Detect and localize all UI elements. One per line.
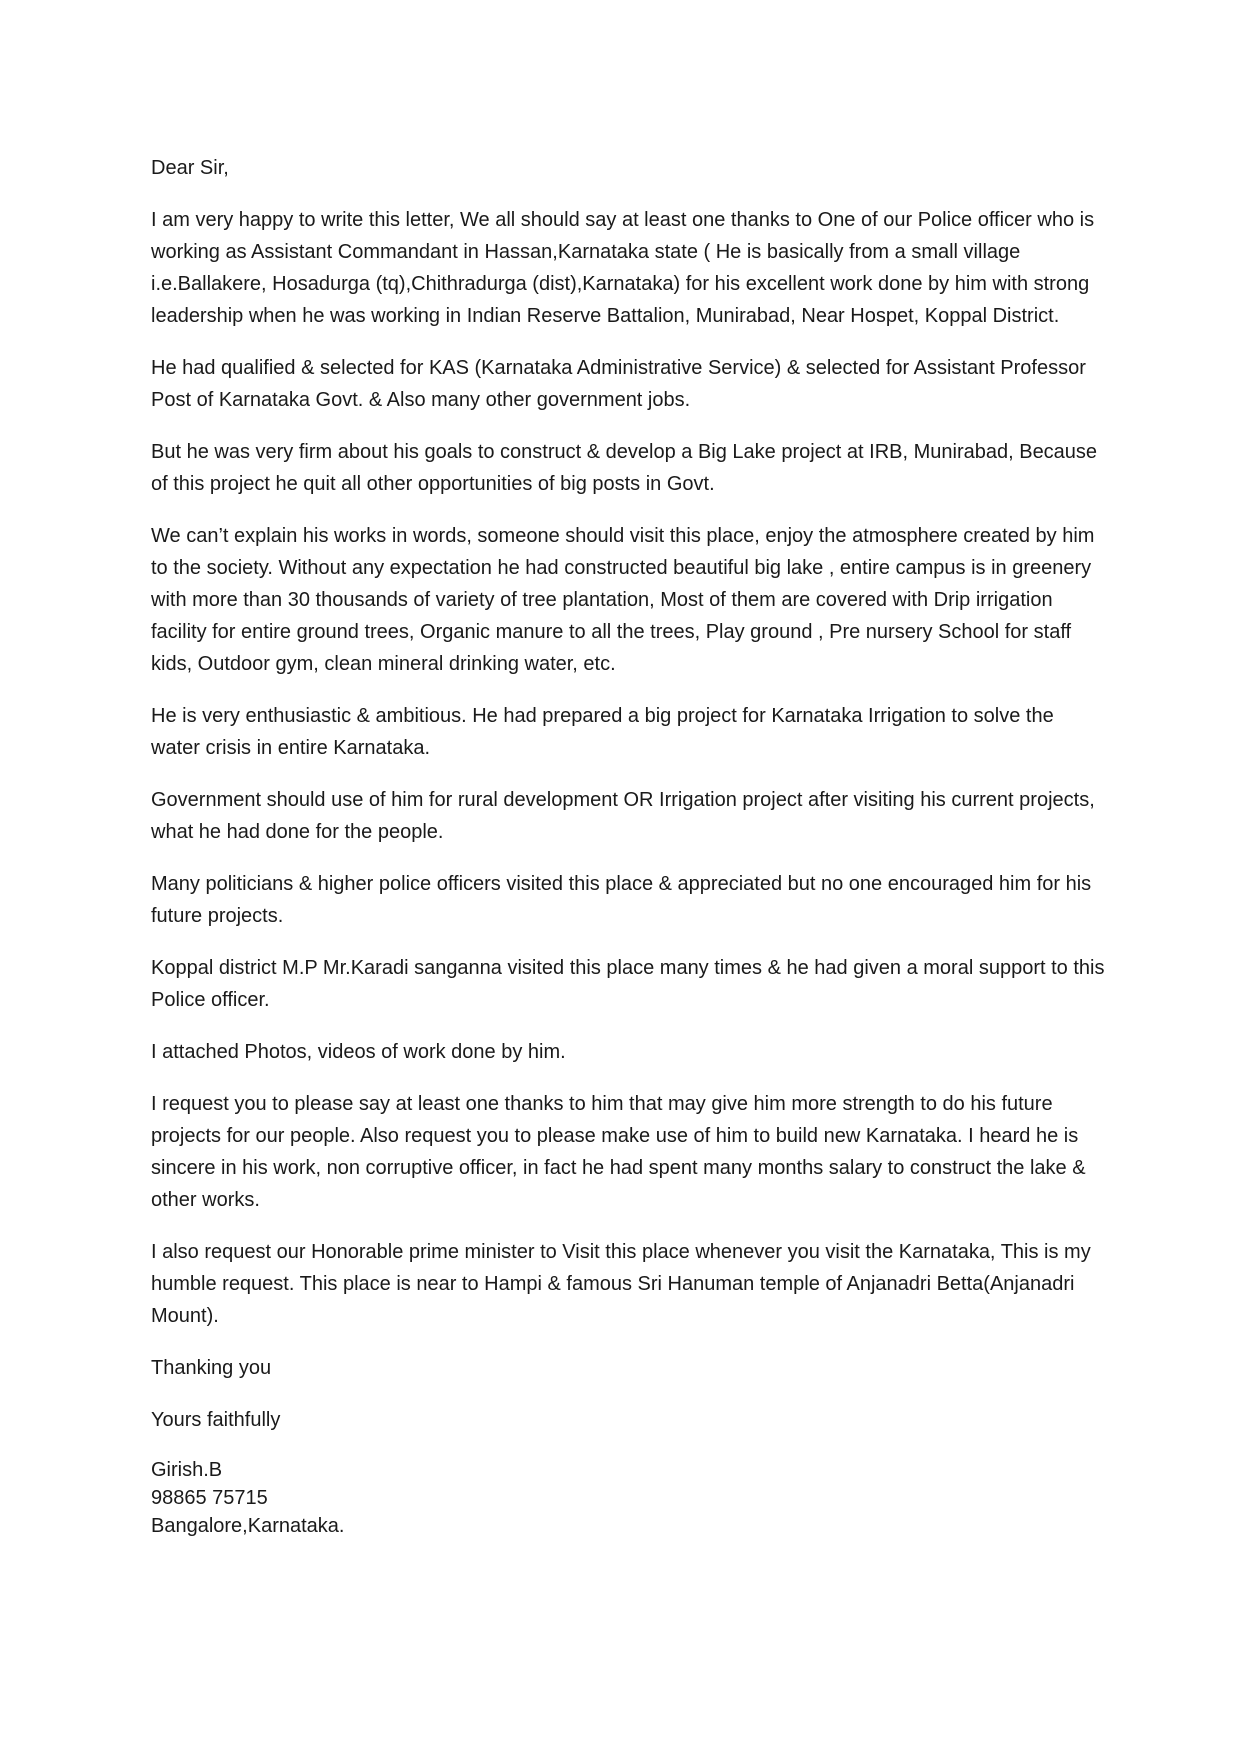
paragraph-works: We can’t explain his works in words, someone should visit this place, enjoy the atmosphere created by him to the society. Without any expectation he had constructed beautiful big lake , entire campus is in greenery with more than 30 thousands of variety of tree plantation, Most of them are covered with Drip irrigation facility for entire ground trees, Organic manure to all the trees, Play ground , Pre nursery School for staff kids, Outdoor gym, clean mineral drinking water, etc. <box>151 525 1095 675</box>
paragraph-government: Government should use of him for rural development OR Irrigation project after visiting his current projects, what he had done for the people. <box>151 789 1095 843</box>
paragraph-ambition: He is very enthusiastic & ambitious. He had prepared a big project for Karnataka Irrigation to solve the water crisis in entire Karnataka. <box>151 705 1054 759</box>
closing-line: Yours faithfully <box>151 1409 281 1431</box>
signature-name: Girish.B <box>151 1459 223 1481</box>
signature-phone: 98865 75715 <box>151 1487 268 1509</box>
paragraph-qualifications: He had qualified & selected for KAS (Karnataka Administrative Service) & selected for Assistant Professor Post of Karnataka Govt. & Also many other government jobs. <box>151 357 1086 411</box>
paragraph-pm-request: I also request our Honorable prime minister to Visit this place whenever you visit the Karnataka, This is my humble request. This place is near to Hampi & famous Sri Hanuman temple of Anjanadri Betta(Anjanadri Mount). <box>151 1241 1091 1327</box>
signature-block <box>151 1456 1106 1540</box>
salutation: Dear Sir, <box>151 157 229 179</box>
paragraph-mp-visit: Koppal district M.P Mr.Karadi sanganna visited this place many times & he had given a moral support to this Police officer. <box>151 957 1105 1011</box>
paragraph-politicians: Many politicians & higher police officers visited this place & appreciated but no one encouraged him for his future projects. <box>151 873 1092 927</box>
paragraph-attachments: I attached Photos, videos of work done by him. <box>151 1041 566 1063</box>
paragraph-goals: But he was very firm about his goals to construct & develop a Big Lake project at IRB, Munirabad, Because of this project he quit all other opportunities of big posts in Govt. <box>151 441 1098 495</box>
letter-body <box>151 152 1106 1540</box>
thanking-line: Thanking you <box>151 1357 272 1379</box>
paragraph-intro: I am very happy to write this letter, We all should say at least one thanks to One of our Police officer who is working as Assistant Commandant in Hassan,Karnataka state ( He is basically from a small village i.e.Ballakere, Hosadurga (tq),Chithradurga (dist),Karnataka) for his excellent work done by him with strong leadership when he was working in Indian Reserve Battalion, Munirabad, Near Hospet, Koppal District. <box>151 209 1095 327</box>
signature-location: Bangalore,Karnataka. <box>151 1515 345 1537</box>
paragraph-request: I request you to please say at least one thanks to him that may give him more strength to do his future projects for our people. Also request you to please make use of him to build new Karnataka. I heard he is sincere in his work, non corruptive officer, in fact he had spent many months salary to construct the lake & other works. <box>151 1093 1086 1211</box>
